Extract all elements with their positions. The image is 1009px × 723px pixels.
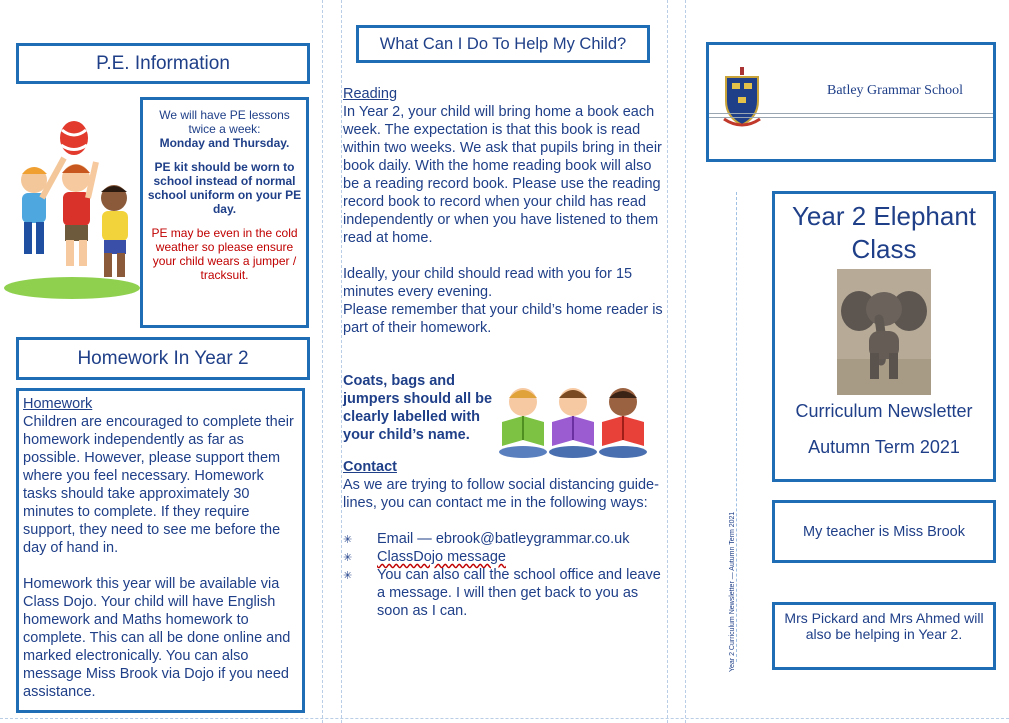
pe-lessons-text: We will have PE lessons twice a week:: [159, 108, 290, 136]
reading-paragraph-2: Ideally, your child should read with you for 15 minutes every evening.: [343, 266, 633, 300]
pe-cold-weather-text: PE may be even in the cold weather so please ensure your child wears a jumper / tracksuit.: [151, 226, 298, 282]
contact-list: [343, 530, 665, 620]
column-divider: [341, 0, 342, 723]
column-divider: [685, 0, 686, 723]
teacher-box: [772, 500, 996, 563]
helpers-text: Mrs Pickard and Mrs Ahmed will also be helping in Year 2.: [784, 610, 984, 642]
contact-section: [343, 458, 665, 620]
bullet-icon: ✳: [343, 534, 353, 546]
column-divider: [667, 0, 668, 723]
school-name: Batley Grammar School: [827, 83, 964, 98]
newsletter-title: Curriculum Newsletter: [795, 401, 973, 421]
side-caption: Year 2 Curriculum Newsletter — Autumn Term 2021: [729, 511, 736, 672]
helpers-box: [772, 602, 996, 670]
contact-item-email: ✳ Email — ebrook@batleygrammar.co.uk: [343, 531, 630, 547]
elephant-photo: [837, 269, 931, 395]
pe-title-box: [16, 43, 310, 84]
contact-item-office: ✳ You can also call the school office and leave a message. I will then get back to you as soon as I can.: [343, 567, 661, 619]
teacher-text: My teacher is Miss Brook: [803, 523, 965, 540]
help-title: What Can I Do To Help My Child?: [379, 34, 627, 53]
homework-paragraph-2: Homework this year will be available via Class Dojo. Your child will have English homework and Maths homework to complete. This can all be done online and marked electronically. You can also message Miss Brook via Dojo if you need assistance.: [23, 576, 291, 700]
homework-title: Homework In Year 2: [77, 347, 249, 369]
bullet-icon: ✳: [343, 552, 353, 564]
contact-heading: Contact: [343, 459, 397, 475]
homework-title-box: [16, 337, 310, 380]
cover-box: [772, 191, 996, 482]
bottom-guide: [0, 718, 1009, 719]
bullet-icon: ✳: [343, 570, 353, 582]
header-rule: [709, 117, 993, 118]
homework-box: [16, 388, 305, 713]
kids-playing-illustration: [2, 118, 140, 300]
pe-title: P.E. Information: [96, 52, 230, 74]
coats-labelled-note: Coats, bags and jumpers should all be clearly labelled with your child’s name.: [343, 373, 493, 443]
pe-kit-text: PE kit should be worn to school instead of normal school uniform on your PE day.: [147, 160, 302, 216]
term-title: Autumn Term 2021: [808, 437, 960, 457]
column-divider: [322, 0, 323, 723]
reading-section: [343, 85, 665, 337]
reading-paragraph-1: In Year 2, your child will bring home a book each week. The expectation is that this book is read within two weeks. We ask that pupils bring in their book daily. With the home reading book will also be a reading record book. Please use the reading record book to record when your child has read independently or when you have listened to them read at home.: [343, 104, 662, 246]
class-title: Year 2 Elephant Class: [791, 201, 977, 264]
pe-info-box: [140, 97, 309, 328]
contact-item-classdojo: ✳ ClassDojo message: [343, 549, 506, 565]
help-title-box: [356, 25, 650, 63]
reading-heading: Reading: [343, 86, 398, 102]
contact-intro: As we are trying to follow social distancing guide-lines, you can contact me in the following ways:: [343, 477, 659, 511]
homework-paragraph-1: Children are encouraged to complete their homework independently as far as possible. However, please support them where you feel necessary. Homework tasks should take approximately 30 minutes to complete. If they require support, they need to see me before the day of hand in.: [23, 414, 294, 556]
kids-reading-illustration: [498, 382, 648, 460]
reading-paragraph-3: Please remember that your child’s home reader is part of their homework.: [343, 302, 663, 336]
school-header-box: [706, 42, 996, 162]
header-rule: [709, 113, 993, 114]
homework-heading: Homework: [23, 396, 93, 412]
side-guide: [736, 192, 737, 662]
pe-days-text: Monday and Thursday.: [159, 136, 290, 150]
school-crest-icon: [722, 67, 762, 129]
